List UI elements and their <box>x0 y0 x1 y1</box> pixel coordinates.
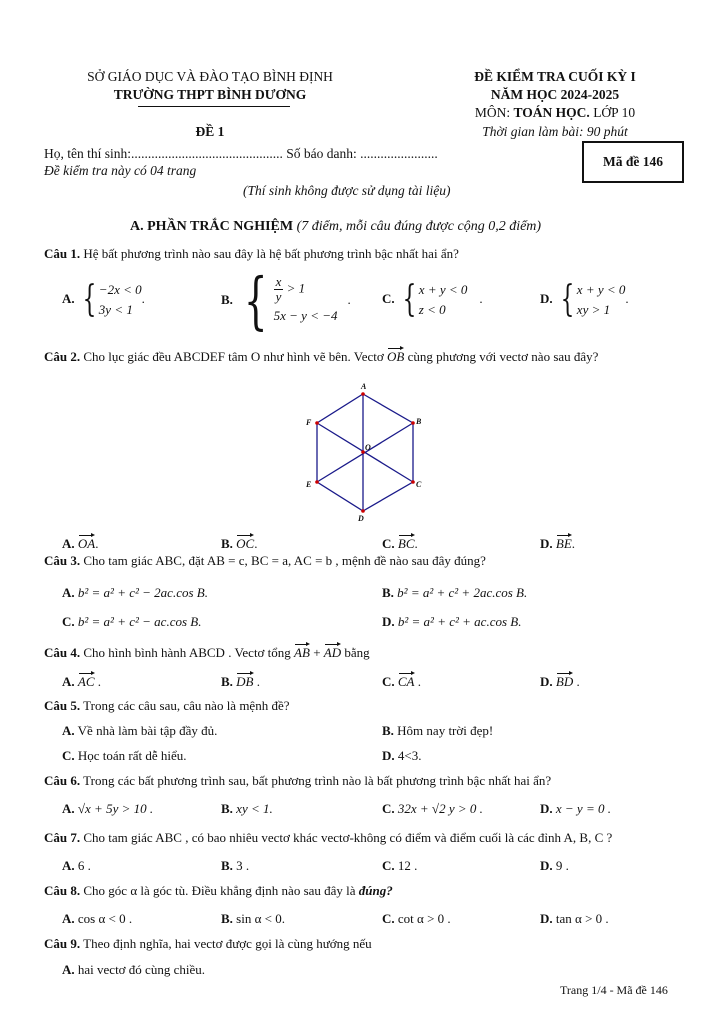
q2-a-label: A. <box>62 536 75 551</box>
q4-label: Câu 4. <box>44 645 81 660</box>
q8-a-label: A. <box>62 911 75 926</box>
q2-option-a[interactable]: A. OA. <box>62 533 98 552</box>
section-a-title: A. PHẦN TRẮC NGHIỆM <box>130 219 294 234</box>
label-c: C <box>416 480 422 489</box>
q7-option-a[interactable] <box>62 858 91 874</box>
q3-d-text: b² = a² + c² + ac.cos B. <box>397 614 522 629</box>
q8-c-text: cot α > 0 . <box>394 911 451 926</box>
q5-a-label: A. <box>62 723 75 738</box>
q6-c-label: C. <box>382 801 395 816</box>
question-4 <box>44 642 370 661</box>
q6-option-c[interactable] <box>382 801 483 817</box>
q5-d-text: 4<3. <box>394 748 422 763</box>
question-2 <box>44 346 598 365</box>
q4-d-label: D. <box>540 674 553 689</box>
subject-line <box>420 105 690 121</box>
section-a-heading <box>130 219 541 235</box>
q2-b-label: B. <box>221 536 233 551</box>
q8-option-d[interactable] <box>540 911 609 927</box>
exam-time: Thời gian làm bài: 90 phút <box>482 124 628 139</box>
question-7 <box>44 830 612 846</box>
question-6 <box>44 773 551 789</box>
q3-a-label: A. <box>62 585 75 600</box>
q5-a-text: Về nhà làm bài tập đầy đủ. <box>74 723 218 738</box>
q5-text: Trong các câu sau, câu nào là mệnh đề? <box>80 698 290 713</box>
q7-option-d[interactable] <box>540 858 569 874</box>
q6-label: Câu 6. <box>44 773 81 788</box>
q8-text-pre: Cho góc α là góc tù. Điều khẳng định nào sau đây là <box>80 883 359 898</box>
question-5 <box>44 698 290 714</box>
q3-d-label: D. <box>382 614 395 629</box>
exam-title: ĐỀ KIỂM TRA CUỐI KỲ I <box>474 69 636 84</box>
q9-a-text: hai vectơ đó cùng chiều. <box>74 962 205 977</box>
q2-text-pre: Cho lục giác đều ABCDEF tâm O như hình vẽ bên. Vectơ <box>80 349 387 364</box>
q8-b-label: B. <box>221 911 233 926</box>
q1-text: Hệ bất phương trình nào sau đây là hệ bất phương trình bậc nhất hai ẩn? <box>80 246 459 261</box>
q2-c-vector: BC <box>398 533 415 552</box>
q7-a-label: A. <box>62 858 75 873</box>
school-year: NĂM HỌC 2024-2025 <box>490 87 620 102</box>
q2-a-vector: OA <box>78 533 95 552</box>
q2-option-b[interactable]: B. OC. <box>221 533 257 552</box>
q5-option-b[interactable] <box>382 723 493 739</box>
q3-c-label: C. <box>62 614 75 629</box>
question-3 <box>44 553 486 569</box>
q1-c-line2: z < 0 <box>418 302 446 317</box>
subject-prefix: MÔN: <box>474 105 514 120</box>
q3-b-text: b² = a² + c² + 2ac.cos B. <box>397 585 528 600</box>
q5-b-text: Hôm nay trời đẹp! <box>393 723 494 738</box>
q9-label: Câu 9. <box>44 936 81 951</box>
q2-option-d[interactable]: D. BE. <box>540 533 575 552</box>
q1-b-line1-tail: > 1 <box>283 279 306 295</box>
q4-option-a[interactable]: A. AC . <box>62 671 101 690</box>
q7-label: Câu 7. <box>44 830 81 845</box>
q3-label: Câu 3. <box>44 553 81 568</box>
question-8 <box>44 883 393 899</box>
dept-name: SỞ GIÁO DỤC VÀ ĐÀO TẠO BÌNH ĐỊNH <box>87 69 333 84</box>
q4-text-pre: Cho hình bình hành ABCD . Vectơ tổng <box>80 645 295 660</box>
pages-note: Đề kiểm tra này có 04 trang <box>44 163 197 178</box>
q8-a-text: cos α < 0 . <box>74 911 133 926</box>
q8-d-text: tan α > 0 . <box>552 911 609 926</box>
q8-option-b[interactable] <box>221 911 285 927</box>
point-f <box>315 421 319 425</box>
q3-a-text: b² = a² + c² − 2ac.cos B. <box>77 585 208 600</box>
q3-c-text: b² = a² + c² − ac.cos B. <box>77 614 202 629</box>
section-a-note: (7 điểm, mỗi câu đúng được cộng 0,2 điểm) <box>293 219 542 234</box>
q4-option-d[interactable]: D. BD . <box>540 671 580 690</box>
point-a <box>361 392 365 396</box>
q1-option-a[interactable]: A. { −2x < 0 3y < 1 . <box>62 279 145 320</box>
q6-d-label: D. <box>540 801 553 816</box>
q7-text: Cho tam giác ABC , có bao nhiêu vectơ khác vectơ-không có điểm và điểm cuối là các đỉnh A, B, C ? <box>80 830 613 845</box>
q7-d-label: D. <box>540 858 553 873</box>
student-info-line: Họ, tên thí sinh:............................................. Số báo danh: ....................... <box>44 146 438 161</box>
label-a: A <box>361 382 367 391</box>
q1-b-label: B. <box>221 291 233 307</box>
q1-label: Câu 1. <box>44 246 81 261</box>
school-underline <box>138 106 290 107</box>
q2-d-vector: BE <box>556 533 572 552</box>
q1-d-line1: x + y < 0 <box>576 282 626 297</box>
q4-option-c[interactable]: C. CA . <box>382 671 421 690</box>
q3-option-a[interactable] <box>62 585 208 601</box>
q5-option-c[interactable] <box>62 748 187 764</box>
q4-vector-ab: AB <box>294 642 310 661</box>
q4-text-post: bằng <box>341 645 370 660</box>
q1-a-label: A. <box>62 290 75 306</box>
label-d: D <box>358 514 364 523</box>
point-c <box>411 480 415 484</box>
q3-option-b[interactable] <box>382 585 527 601</box>
q4-a-vector: AC <box>78 671 95 690</box>
exam-code: Mã đề 146 <box>603 154 663 169</box>
q7-d-text: 9 . <box>552 858 569 873</box>
q1-option-d[interactable]: D. { x + y < 0 xy > 1 . <box>540 279 629 320</box>
q8-c-label: C. <box>382 911 395 926</box>
label-b: B <box>416 417 422 426</box>
q6-b-text: xy < 1. <box>232 801 273 816</box>
q6-d-text: x − y = 0 . <box>552 801 611 816</box>
q1-b-num: x <box>275 273 282 289</box>
q3-option-c[interactable] <box>62 614 201 630</box>
q4-b-vector: DB <box>236 671 253 690</box>
q5-label: Câu 5. <box>44 698 81 713</box>
q6-b-label: B. <box>221 801 233 816</box>
q5-option-d[interactable] <box>382 748 421 764</box>
q7-option-c[interactable] <box>382 858 417 874</box>
q1-option-c[interactable]: C. { x + y < 0 z < 0 . <box>382 279 483 320</box>
q7-c-text: 12 . <box>394 858 418 873</box>
point-d <box>361 509 365 513</box>
q1-c-label: C. <box>382 290 395 306</box>
question-9 <box>44 936 372 952</box>
brace-icon: { <box>560 279 575 320</box>
q2-option-c[interactable]: C. BC. <box>382 533 418 552</box>
label-o: O <box>365 443 371 452</box>
q7-option-b[interactable] <box>221 858 249 874</box>
question-1 <box>44 246 459 262</box>
q4-a-label: A. <box>62 674 75 689</box>
exam-version: ĐỀ 1 <box>195 124 225 139</box>
q8-b-text: sin α < 0. <box>232 911 285 926</box>
q2-c-label: C. <box>382 536 395 551</box>
label-f: F <box>306 418 312 427</box>
q7-b-text: 3 . <box>232 858 250 873</box>
q1-b-den: y <box>275 288 282 304</box>
q5-c-text: Học toán rất dễ hiểu. <box>74 748 187 763</box>
q6-option-a[interactable] <box>62 801 153 817</box>
school-name: TRƯỜNG THPT BÌNH DƯƠNG <box>113 87 307 102</box>
q1-b-line2: 5x − y < −4 <box>273 307 338 323</box>
q3-text: Cho tam giác ABC, đặt AB = c, BC = a, AC = b , mệnh đề nào sau đây đúng? <box>80 553 486 568</box>
q4-c-vector: CA <box>398 671 415 690</box>
q8-option-a[interactable] <box>62 911 132 927</box>
q7-b-label: B. <box>221 858 233 873</box>
q9-option-a[interactable] <box>62 962 205 978</box>
q2-vector: OB <box>387 346 404 365</box>
no-documents-note: (Thí sinh không được sử dụng tài liệu) <box>243 183 451 198</box>
q4-d-vector: BD <box>556 671 573 690</box>
label-e: E <box>306 480 312 489</box>
grade: LỚP 10 <box>589 105 636 120</box>
q1-a-line1: −2x < 0 <box>98 282 142 297</box>
brace-icon: { <box>244 264 268 337</box>
q1-d-label: D. <box>540 290 553 306</box>
q4-vector-ad: AD <box>324 642 341 661</box>
subject-name: TOÁN HỌC. <box>513 105 590 120</box>
q7-c-label: C. <box>382 858 395 873</box>
q6-option-b[interactable] <box>221 801 273 817</box>
q1-a-line2: 3y < 1 <box>98 302 133 317</box>
exam-code-box <box>582 141 684 183</box>
brace-icon: { <box>402 279 417 320</box>
q3-option-d[interactable] <box>382 614 521 630</box>
q5-c-label: C. <box>62 748 75 763</box>
q2-d-label: D. <box>540 536 553 551</box>
q4-b-label: B. <box>221 674 233 689</box>
point-e <box>315 480 319 484</box>
q6-option-d[interactable] <box>540 801 611 817</box>
q8-label: Câu 8. <box>44 883 81 898</box>
q9-text: Theo định nghĩa, hai vectơ được gọi là cùng hướng nếu <box>80 936 372 951</box>
q1-d-line2: xy > 1 <box>576 302 611 317</box>
q9-a-label: A. <box>62 962 75 977</box>
q4-c-label: C. <box>382 674 395 689</box>
q2-text-post: cùng phương với vectơ nào sau đây? <box>404 349 599 364</box>
q6-a-label: A. <box>62 801 75 816</box>
point-b <box>411 421 415 425</box>
page-footer: Trang 1/4 - Mã đề 146 <box>560 983 668 997</box>
q6-c-text: 32x + √2 y > 0 . <box>394 801 483 816</box>
q8-emphasis: đúng? <box>358 883 393 898</box>
q1-c-line1: x + y < 0 <box>418 282 468 297</box>
q2-b-vector: OC <box>236 533 254 552</box>
q4-option-b[interactable]: B. DB . <box>221 671 260 690</box>
q8-d-label: D. <box>540 911 553 926</box>
q5-option-a[interactable] <box>62 723 217 739</box>
q6-a-text: √x + 5y > 10 . <box>74 801 154 816</box>
q8-option-c[interactable] <box>382 911 451 927</box>
q2-label: Câu 2. <box>44 349 81 364</box>
brace-icon: { <box>82 279 97 320</box>
q6-text: Trong các bất phương trình sau, bất phương trình nào là bất phương trình bậc nhất hai ẩn? <box>80 773 552 788</box>
q4-plus: + <box>309 645 324 660</box>
q3-b-label: B. <box>382 585 394 600</box>
q7-a-text: 6 . <box>74 858 91 873</box>
q5-d-label: D. <box>382 748 395 763</box>
q1-option-b[interactable]: B. { $\frac{x}{y}$ > 1 5x − y < −4 . <box>221 264 351 337</box>
q5-b-label: B. <box>382 723 394 738</box>
hexagon-figure <box>290 382 440 524</box>
